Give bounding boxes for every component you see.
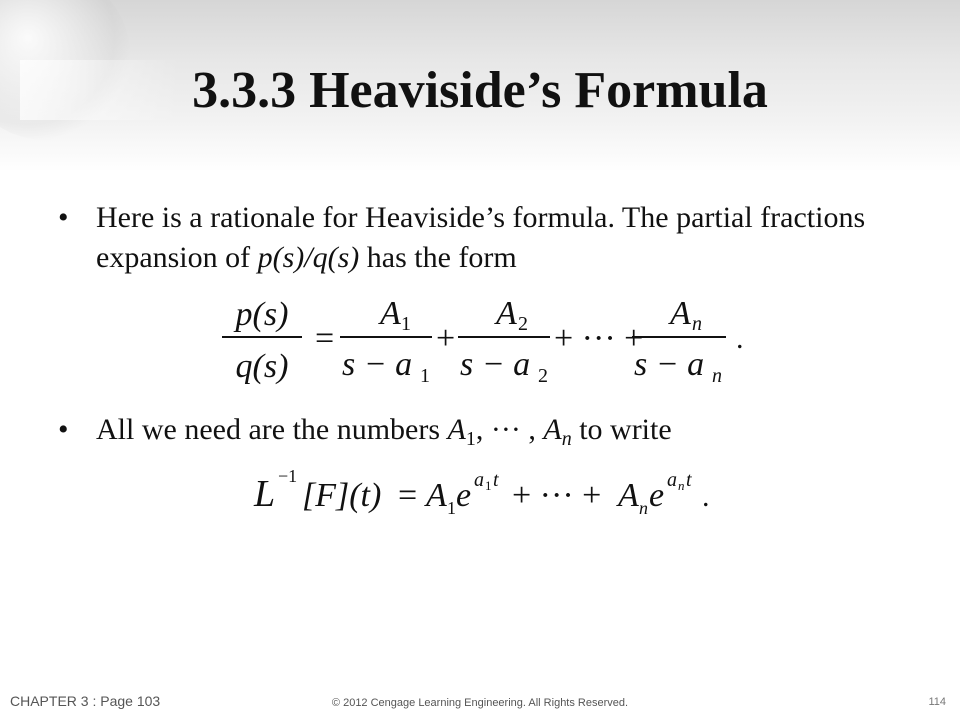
A1-coefficient: A bbox=[426, 477, 447, 514]
bullet-2-sub-n: n bbox=[561, 428, 572, 450]
slide-number: 114 bbox=[928, 696, 946, 708]
bullet-2-text-b: to write bbox=[571, 413, 672, 446]
An-coefficient: A bbox=[618, 477, 639, 514]
bullet-item-1 bbox=[58, 198, 886, 278]
lhs-numerator: p(s) bbox=[235, 296, 289, 333]
transform-F-of-t: [F](t) bbox=[302, 477, 382, 514]
equals-sign-2: = bbox=[398, 477, 418, 514]
dots-plus-2: + ··· + bbox=[512, 477, 602, 514]
termn-numerator-sub: n bbox=[692, 313, 702, 335]
bullet-marker: • bbox=[58, 413, 69, 446]
term2-denominator-sub: 2 bbox=[538, 365, 548, 387]
exp-base-n: e bbox=[649, 477, 665, 514]
expn-t: t bbox=[686, 469, 692, 491]
term1-denominator-sub: 1 bbox=[420, 365, 430, 387]
plus-sign: + bbox=[436, 320, 456, 357]
bullet-2-A1: A bbox=[447, 413, 466, 446]
bullet-text-1 bbox=[96, 198, 886, 278]
A1-subscript: 1 bbox=[447, 498, 456, 518]
laplace-symbol: L bbox=[254, 473, 276, 515]
expn-a: a bbox=[667, 469, 677, 491]
equation-period-2: . bbox=[702, 480, 710, 513]
termn-numerator: A bbox=[670, 295, 691, 332]
term2-denominator: s − a bbox=[460, 346, 531, 383]
An-subscript: n bbox=[639, 498, 648, 518]
term1-denominator: s − a bbox=[342, 346, 413, 383]
partial-fraction-equation bbox=[220, 288, 760, 388]
inverse-laplace-equation bbox=[250, 462, 720, 532]
lhs-denominator: q(s) bbox=[235, 348, 289, 385]
equation-period: . bbox=[736, 322, 744, 355]
expn-sub: n bbox=[678, 478, 685, 493]
bullet-item-2 bbox=[58, 410, 886, 459]
equals-sign: = bbox=[315, 320, 335, 357]
term1-numerator: A bbox=[380, 295, 401, 332]
bullet-2-separator: , ··· , bbox=[475, 413, 544, 446]
exp1-sub: 1 bbox=[485, 478, 492, 493]
bullet-2-text-a: All we need are the numbers bbox=[96, 413, 448, 446]
exp1-a: a bbox=[474, 469, 484, 491]
bullet-2-sub-1: 1 bbox=[465, 428, 476, 450]
bullet-1-math: p(s)/q(s) bbox=[257, 241, 360, 274]
exp1-t: t bbox=[493, 469, 499, 491]
term2-numerator: A bbox=[496, 295, 517, 332]
chapter-page-label: CHAPTER 3 : Page 103 bbox=[10, 693, 161, 709]
bullet-1-text-b: has the form bbox=[359, 241, 517, 274]
copyright-notice: © 2012 Cengage Learning Engineering. All Rights Reserved. bbox=[331, 697, 629, 709]
termn-denominator-sub: n bbox=[712, 365, 722, 387]
bullet-text-2 bbox=[96, 410, 886, 459]
slide-title: 3.3.3 Heaviside’s Formula bbox=[192, 62, 768, 119]
bullet-1-text-a: Here is a rationale for Heaviside’s formula. The partial fractions expansion of bbox=[96, 201, 866, 274]
term1-numerator-sub: 1 bbox=[401, 313, 411, 335]
term2-numerator-sub: 2 bbox=[518, 313, 528, 335]
laplace-superscript: −1 bbox=[278, 466, 298, 486]
dots-plus: + ··· + bbox=[554, 320, 644, 357]
exp-base-1: e bbox=[456, 477, 472, 514]
bullet-2-An: A bbox=[543, 413, 562, 446]
termn-denominator: s − a bbox=[634, 346, 705, 383]
bullet-marker: • bbox=[58, 201, 69, 234]
